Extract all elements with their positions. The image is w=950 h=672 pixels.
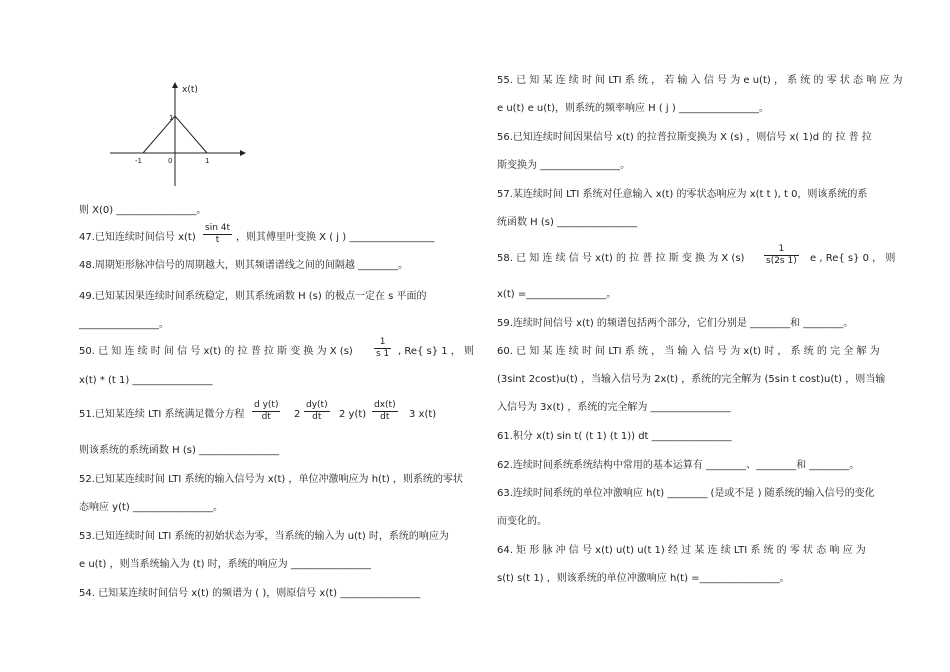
question-51-cont: 则该系统的系统函数 H (s) ________________ (79, 445, 280, 456)
question-60: 60. 已 知 某 连 续 时 间 LTI 系 统 ， 当 输 入 信 号 为 x(t) 时 ， 系 统 的 完 全 解 为 (497, 346, 880, 357)
question-53: 53.已知连续时间 LTI 系统的初始状态为零，当系统的输入为 u(t) 时，系统的响应为 (79, 531, 449, 542)
question-58: 58. 已 知 连 续 信 号 x(t) 的 拉 普 拉 斯 变 换 为 X (s) (497, 253, 745, 264)
question-54: 54. 已知某连续时间信号 x(t) 的频谱为 ( )，则原信号 x(t) ________________ (79, 588, 421, 599)
question-47-fraction: sin 4t t (205, 223, 231, 245)
question-47-cont: ，则其傅里叶变换 X ( j ) _________________ (236, 232, 435, 243)
tick-neg1: -1 (135, 157, 142, 165)
question-50-cont: , Re{ s} 1 ， 则 (398, 346, 475, 357)
question-63: 63.连续时间系统的单位冲激响应 h(t) ________ (是或不是 ) 随系统的输入信号的变化 (497, 488, 875, 499)
question-49-cont: ________________。 (79, 319, 169, 330)
y-axis-label: x(t) (182, 85, 198, 95)
question-56-cont: 斯变换为 ________________。 (497, 160, 631, 171)
question-58-cont: e , Re{ s} 0 ， 则 (810, 253, 896, 264)
question-53-cont: e u(t) ，则当系统输入为 (t) 时，系统的响应为 ________________ (79, 559, 371, 570)
question-50: 50. 已 知 连 续 时 间 信 号 x(t) 的 拉 普 拉 斯 变 换 为 X (s) (79, 346, 353, 357)
question-58-answer: x(t) =________________。 (497, 289, 617, 300)
question-49: 49.已知某因果连续时间系统稳定，则其系统函数 H (s) 的极点一定在 s 平面的 (79, 291, 427, 302)
question-51-frac1: d y(t) dt (254, 400, 279, 422)
question-59: 59.连续时间信号 x(t) 的频谱包括两个部分，它们分别是 ________和 ________。 (497, 318, 854, 329)
question-61: 61.积分 x(t) sin t( (t 1) (t 1)) dt ________________ (497, 431, 732, 442)
question-51-term3: 3 x(t) (409, 409, 437, 420)
question-57: 57.某连续时间 LTI 系统对任意输入 x(t) 的零状态响应为 x(t t ), t 0，则该系统的系 (497, 189, 868, 200)
triangle-signal-graph (108, 80, 248, 190)
question-64: 64. 矩 形 脉 冲 信 号 x(t) u(t) u(t 1) 经 过 某 连 续 LTI 系 统 的 零 状 态 响 应 为 (497, 545, 866, 556)
question-56: 56.已知连续时间因果信号 x(t) 的拉普拉斯变换为 X (s) ，则信号 x( 1)d 的 拉 普 拉 (497, 132, 872, 143)
question-63-cont: 而变化的。 (497, 516, 547, 527)
answer-x0-line: 则 X(0) ________________。 (79, 205, 207, 216)
question-60-cont2: 入信号为 3x(t) ，系统的完全解为 ________________ (497, 402, 731, 413)
question-60-cont1: (3sint 2cost)u(t) ，当输入信号为 2x(t) ，系统的完全解为 (5sin t cost)u(t) ，则当输 (497, 374, 886, 385)
t-axis-arrow (240, 150, 246, 156)
question-52-cont: 态响应 y(t) ________________。 (79, 502, 223, 513)
question-55: 55. 已 知 某 连 续 时 间 LTI 系 统 ， 若 输 入 信 号 为 e u(t) ， 系 统 的 零 状 态 响 应 为 (497, 75, 903, 86)
question-50-fraction: 1 s 1 (376, 337, 390, 359)
question-47: 47.已知连续时间信号 x(t) (79, 232, 196, 243)
question-51-term2: 2 y(t) (339, 409, 367, 420)
tick-0: 0 (168, 157, 173, 165)
question-51-frac3: dx(t) dt (374, 400, 396, 422)
x-axis-arrow (172, 82, 178, 88)
question-51: 51.已知某连续 LTI 系统满足微分方程 (79, 409, 245, 420)
question-52: 52.已知某连续时间 LTI 系统的输入信号为 x(t) ，单位冲激响应为 h(t) ，则系统的零状 (79, 474, 463, 485)
peak-label: 1 (169, 114, 174, 122)
question-48: 48.周期矩形脉冲信号的周期越大，则其频谱谱线之间的间隔越 ________。 (79, 260, 409, 271)
question-57-cont: 统函数 H (s) ________________ (497, 217, 638, 228)
tick-1: 1 (205, 157, 210, 165)
question-62: 62.连续时间系统系统结构中常用的基本运算有 ________、________和 ________。 (497, 460, 860, 471)
question-58-fraction: 1 s(2s 1) (766, 244, 797, 266)
question-50-answer: x(t) * (t 1) ________________ (79, 375, 213, 386)
question-51-term1: 2 (294, 409, 301, 420)
question-55-cont: e u(t) e u(t)，则系统的频率响应 H ( j ) ________________。 (497, 103, 769, 114)
question-64-cont: s(t) s(t 1) ，则该系统的单位冲激响应 h(t) =________________。 (497, 573, 790, 584)
question-51-frac2: dy(t) dt (306, 400, 328, 422)
